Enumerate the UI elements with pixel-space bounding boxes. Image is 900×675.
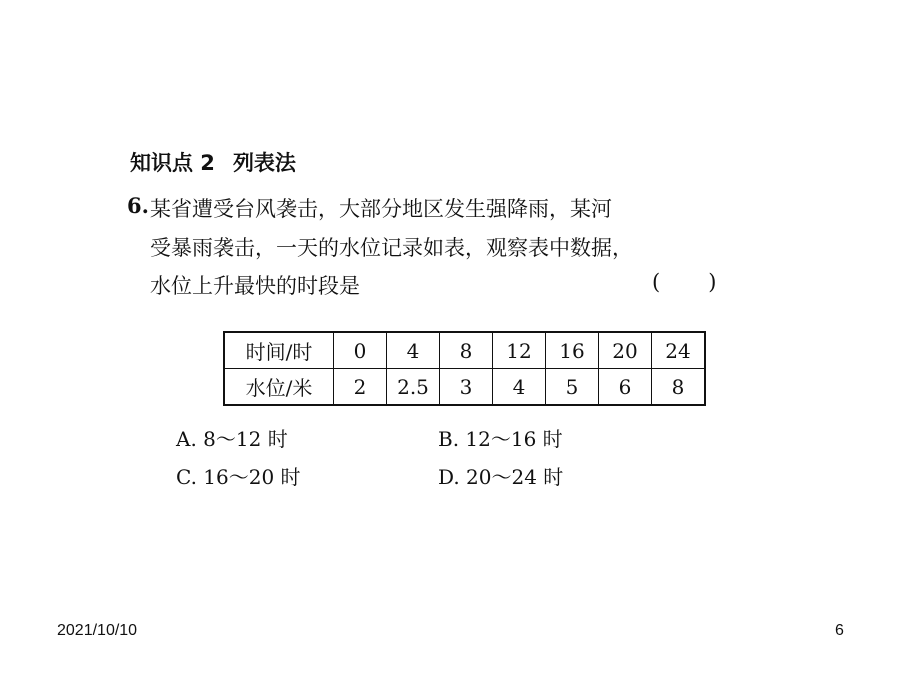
row-header-level: 水位/米	[224, 369, 334, 406]
table-cell: 12	[493, 332, 546, 369]
paren-close: )	[708, 270, 717, 294]
table-cell: 0	[334, 332, 387, 369]
option-a[interactable]: A. 8～12 时	[176, 427, 288, 451]
table-cell: 24	[652, 332, 706, 369]
table-cell: 16	[546, 332, 599, 369]
table-cell: 8	[440, 332, 493, 369]
knowledge-point-label: 知识点 2	[130, 151, 215, 175]
table-row-time	[224, 332, 705, 369]
water-level-table	[223, 331, 706, 406]
question-line-1: 某省遭受台风袭击，大部分地区发生强降雨，某河	[150, 197, 612, 221]
question-line-3: 水位上升最快的时段是	[150, 274, 360, 298]
section-title: 列表法	[232, 151, 296, 175]
answer-blank	[652, 270, 716, 294]
table-row-level	[224, 369, 705, 406]
section-heading	[130, 147, 296, 177]
option-c[interactable]: C. 16～20 时	[176, 465, 301, 489]
table-cell: 2	[334, 369, 387, 406]
page-number: 6	[835, 622, 844, 639]
option-d[interactable]: D. 20～24 时	[438, 465, 564, 489]
row-header-time: 时间/时	[224, 332, 334, 369]
option-b[interactable]: B. 12～16 时	[438, 427, 563, 451]
table-cell: 4	[387, 332, 440, 369]
footer-date: 2021/10/10	[57, 622, 138, 639]
table-cell: 20	[599, 332, 652, 369]
table-cell: 6	[599, 369, 652, 406]
table-cell: 4	[493, 369, 546, 406]
table-cell: 5	[546, 369, 599, 406]
paren-open: (	[652, 270, 661, 294]
question-number: 6.	[127, 193, 149, 218]
question-line-2: 受暴雨袭击，一天的水位记录如表，观察表中数据，	[150, 236, 633, 260]
table-cell: 3	[440, 369, 493, 406]
table-cell: 8	[652, 369, 706, 406]
table-cell: 2.5	[387, 369, 440, 406]
